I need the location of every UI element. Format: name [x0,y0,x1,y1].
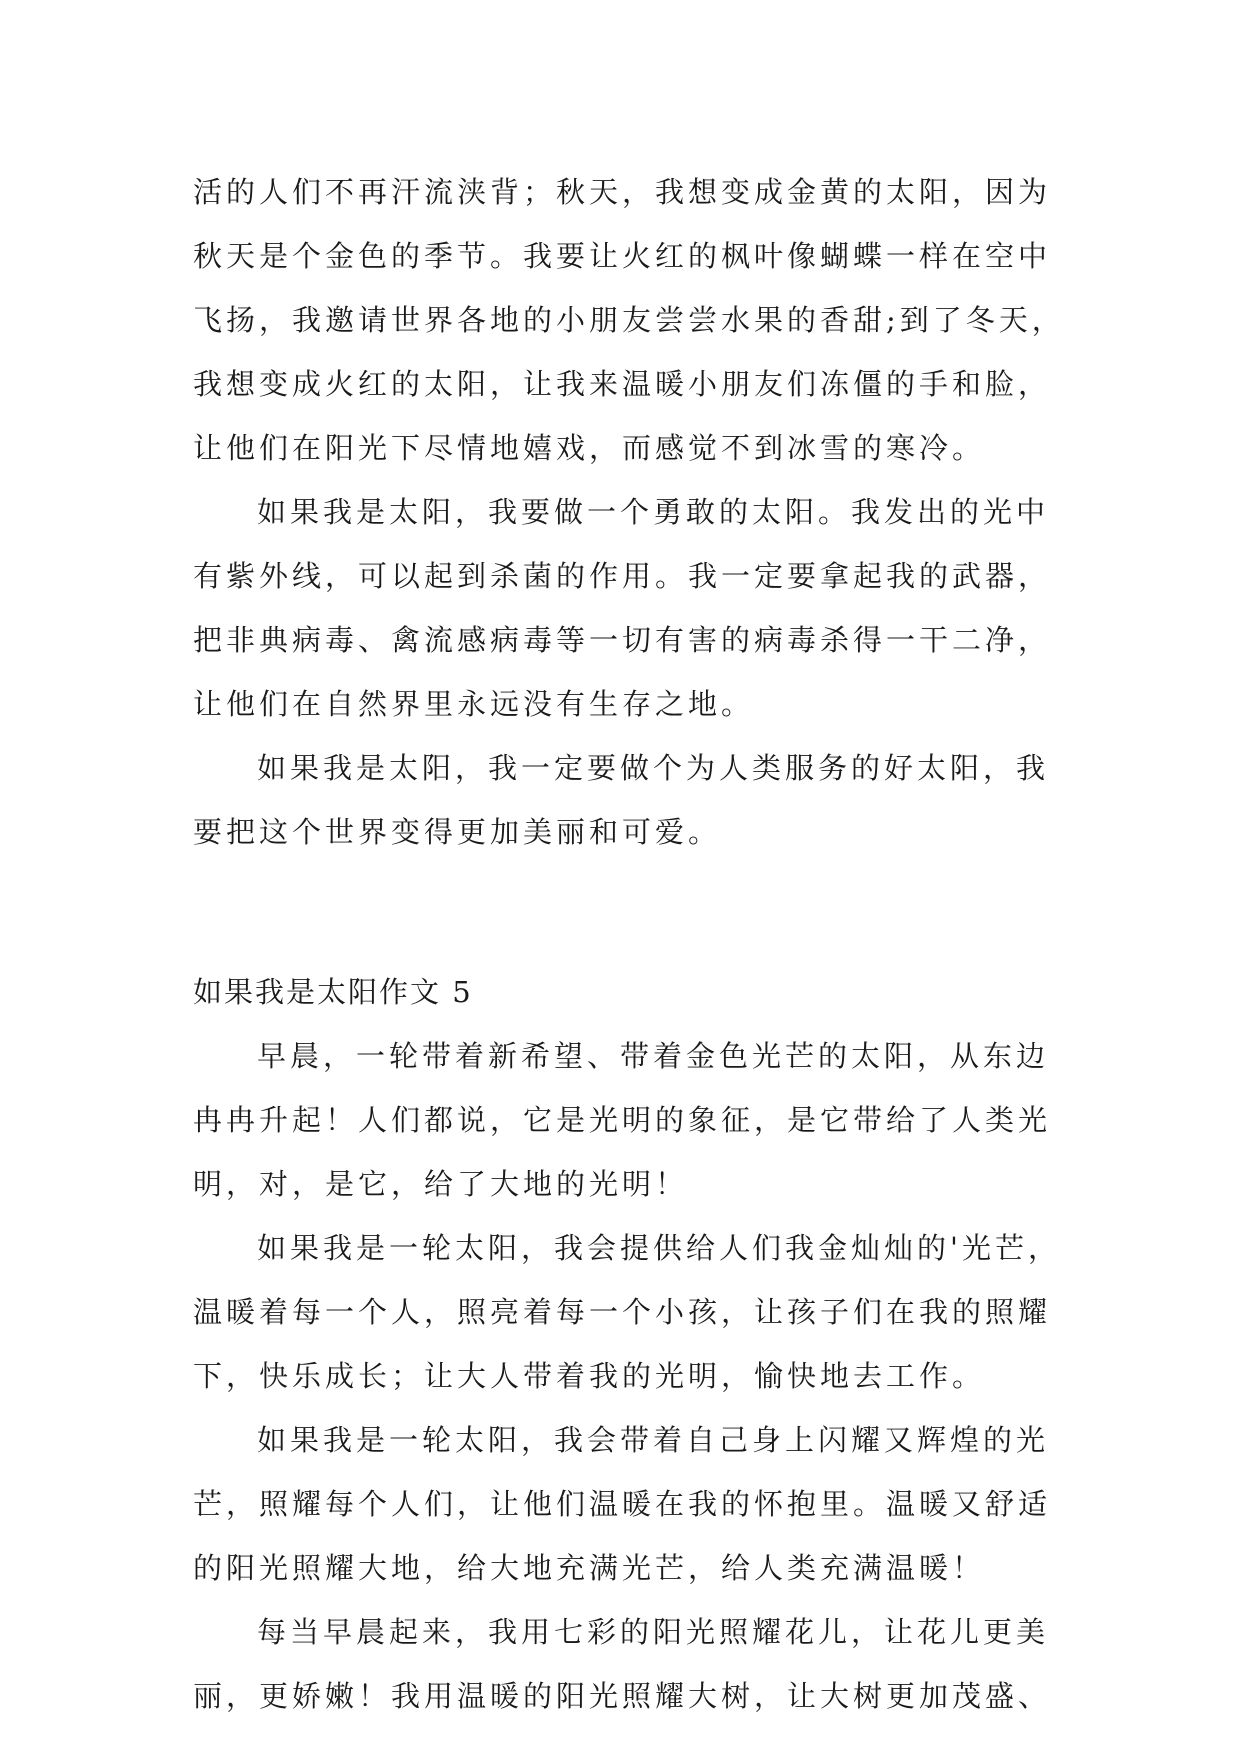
text-line: 芒，照耀每个人们，让他们温暖在我的怀抱里。温暖又舒适 [193,1487,1052,1521]
text-line: 要把这个世界变得更加美丽和可爱。 [193,815,722,849]
text-line: 让他们在阳光下尽情地嬉戏，而感觉不到冰雪的寒冷。 [193,431,986,465]
paragraph [193,160,1073,480]
document-body [193,160,1073,1728]
text-line: 有紫外线，可以起到杀菌的作用。我一定要拿起我的武器， [193,559,1052,593]
text-line: 把非典病毒、禽流感病毒等一切有害的病毒杀得一干二净， [193,623,1052,657]
section-title: 如果我是太阳作文 5 [193,975,473,1009]
text-line: 每当早晨起来，我用七彩的阳光照耀花儿，让花儿更美 [257,1615,1050,1649]
text-line: 如果我是太阳，我要做一个勇敢的太阳。我发出的光中 [257,495,1050,529]
paragraph [193,1024,1073,1216]
text-line: 早晨，一轮带着新希望、带着金色光芒的太阳，从东边 [257,1039,1050,1073]
text-line: 秋天是个金色的季节。我要让火红的枫叶像蝴蝶一样在空中 [193,239,1052,273]
text-line: 我想变成火红的太阳，让我来温暖小朋友们冻僵的手和脸， [193,367,1052,401]
text-line: 的阳光照耀大地，给大地充满光芒，给人类充满温暖！ [193,1551,986,1585]
text-line: 活的人们不再汗流浃背；秋天，我想变成金黄的太阳，因为 [193,175,1052,209]
text-line: 如果我是太阳，我一定要做个为人类服务的好太阳，我 [257,751,1050,785]
paragraph [193,736,1073,864]
paragraph [193,480,1073,736]
text-line: 丽，更娇嫩！我用温暖的阳光照耀大树，让大树更加茂盛、 [193,1679,1052,1713]
paragraph [193,1408,1073,1600]
text-line: 让他们在自然界里永远没有生存之地。 [193,687,755,721]
section-spacer [193,864,1073,960]
text-line: 冉冉升起！人们都说，它是光明的象征，是它带给了人类光 [193,1103,1052,1137]
paragraph [193,1216,1073,1408]
text-line: 下，快乐成长；让大人带着我的光明，愉快地去工作。 [193,1359,986,1393]
text-line: 温暖着每一个人，照亮着每一个小孩，让孩子们在我的照耀 [193,1295,1052,1329]
text-line: 如果我是一轮太阳，我会提供给人们我金灿灿的'光芒， [257,1231,1061,1265]
text-line: 明，对，是它，给了大地的光明！ [193,1167,689,1201]
paragraph [193,1600,1073,1728]
text-line: 飞扬，我邀请世界各地的小朋友尝尝水果的香甜;到了冬天， [193,303,1065,337]
text-line: 如果我是一轮太阳，我会带着自己身上闪耀又辉煌的光 [257,1423,1050,1457]
